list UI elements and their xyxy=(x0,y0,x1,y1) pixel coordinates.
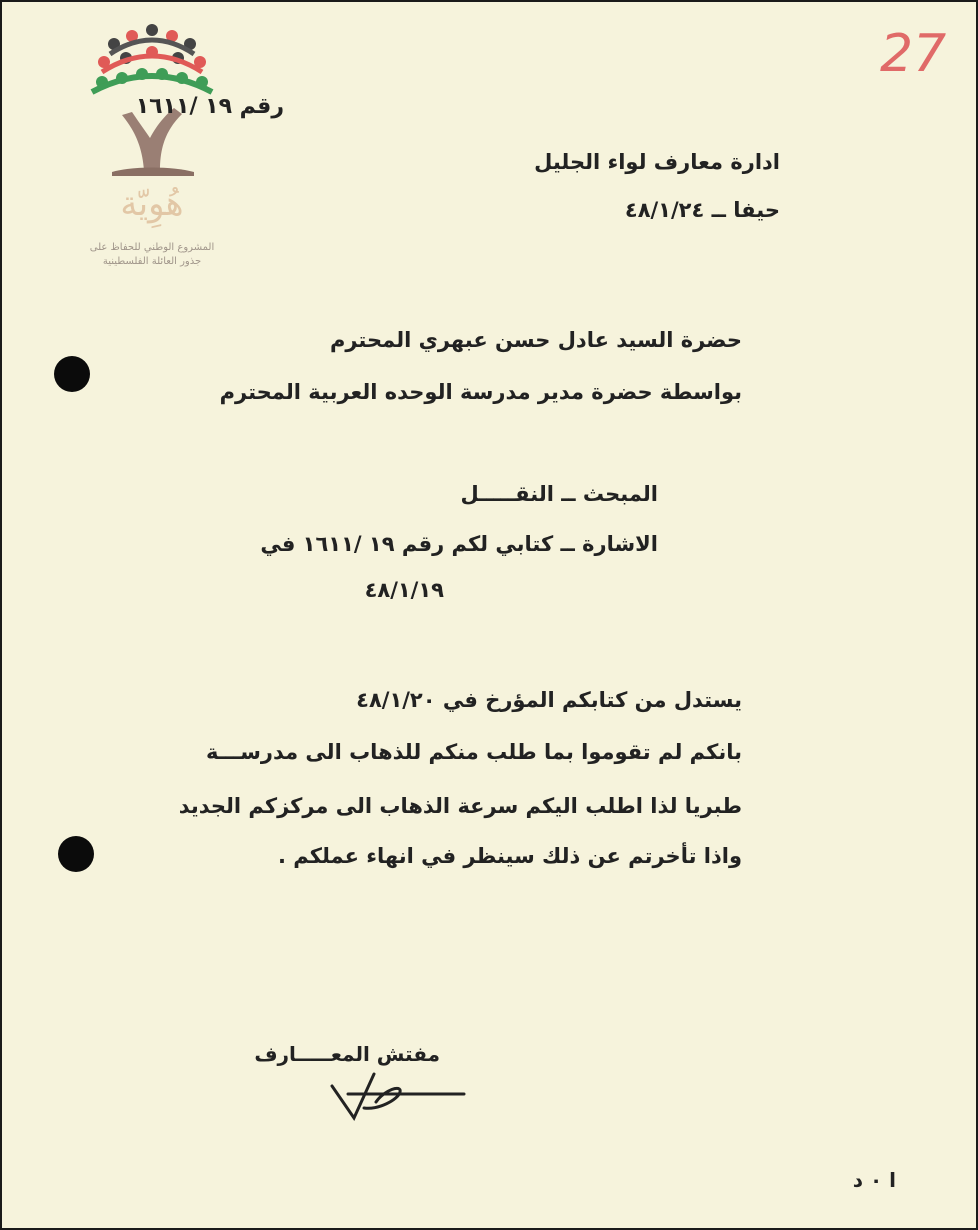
place-date: حيفا ــ ٤٨/١/٢٤ xyxy=(624,198,780,222)
signature-title: مفتش المعـــــارف xyxy=(254,1042,440,1066)
binder-hole-top xyxy=(54,356,90,392)
document-page xyxy=(2,2,976,1228)
reference-number: رقم ١٩ /١٦١١ xyxy=(135,94,284,119)
body-line-3: طبريا لذا اطلب اليكم سرعة الذهاب الى مركزكم الجديد xyxy=(178,794,742,818)
body-line-4: واذا تأخرتم عن ذلك سينظر في انهاء عملكم . xyxy=(277,844,742,868)
logo-tagline-1: المشروع الوطني للحفاظ على xyxy=(89,242,215,253)
recipient-line-1: حضرة السيد عادل حسن عبهري المحترم xyxy=(329,328,742,352)
subject-reference-line-2: ٤٨/١/١٩ xyxy=(364,578,444,602)
handwritten-signature xyxy=(328,1064,468,1124)
subject-reference-line-1: الاشارة ــ كتابي لكم رقم ١٩ /١٦١١ في xyxy=(260,532,658,556)
organization-logo xyxy=(82,20,222,270)
page-number: 27 xyxy=(880,24,947,84)
department-name: ادارة معارف لواء الجليل xyxy=(534,150,780,174)
logo-name: هُوِيّة xyxy=(120,184,184,224)
binder-hole-bottom xyxy=(58,836,94,872)
recipient-line-2: بواسطة حضرة مدير مدرسة الوحده العربية المحترم xyxy=(219,380,742,404)
footer-initials: ا ٠ د xyxy=(852,1168,896,1192)
subject-topic: المبحث ــ النقـــــل xyxy=(460,482,658,506)
logo-tagline-2: جذور العائلة الفلسطينية xyxy=(102,256,202,267)
body-line-2: بانكم لم تقوموا بما طلب منكم للذهاب الى مدرســـة xyxy=(205,740,742,764)
body-line-1: يستدل من كتابكم المؤرخ في ٤٨/١/٢٠ xyxy=(356,688,742,712)
